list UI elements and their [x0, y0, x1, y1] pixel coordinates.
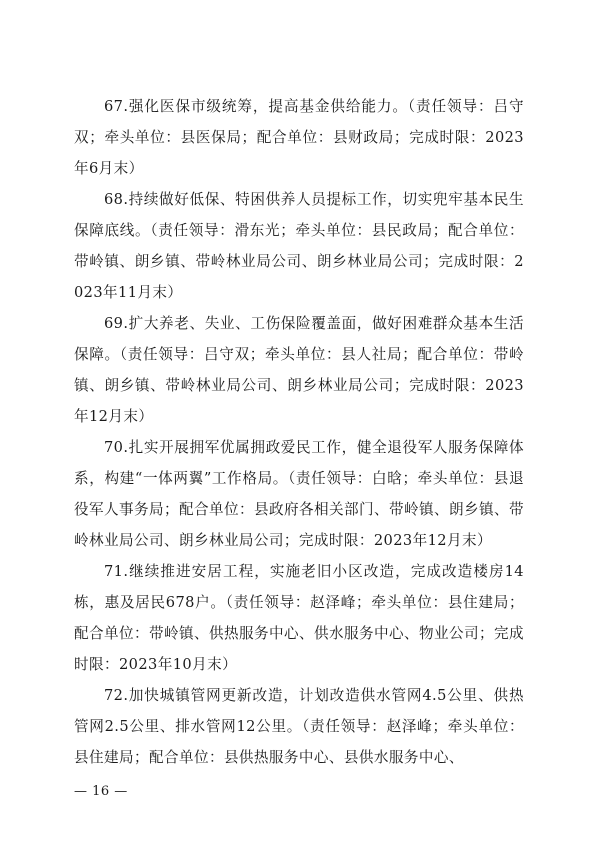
- task-item-67: 67.强化医保市级统筹，提高基金供给能力。（责任领导：吕守双；牵头单位：县医保局；配合单位：县财政局；完成时限：2023年6月末）: [74, 98, 524, 177]
- task-item-71: 71.继续推进安居工程，实施老旧小区改造，完成改造楼房14栋，惠及居民678户。（责任领导：赵泽峰；牵头单位：县住建局；配合单位：带岭镇、供热服务中心、供水服务中心、物业公司；完成时限：2023年10月末）: [74, 563, 524, 673]
- task-item-68: 68.持续做好低保、特困供养人员提标工作，切实兜牢基本民生保障底线。（责任领导：滑东光；牵头单位：县民政局；配合单位：带岭镇、朗乡镇、带岭林业局公司、朗乡林业局公司；完成时限：2023年11月末）: [74, 191, 524, 301]
- task-item-70: 70.扎实开展拥军优属拥政爱民工作，健全退役军人服务保障体系，构建“一体两翼”工作格局。（责任领导：白晗；牵头单位：县退役军人事务局；配合单位：县政府各相关部门、带岭镇、朗乡镇、带岭林业局公司、朗乡林业局公司；完成时限：2023年12月末）: [74, 439, 524, 549]
- page-number: — 16 —: [74, 784, 128, 799]
- document-body: [74, 91, 524, 773]
- task-item-69: 69.扩大养老、失业、工伤保险覆盖面，做好困难群众基本生活保障。（责任领导：吕守双；牵头单位：县人社局；配合单位：带岭镇、朗乡镇、带岭林业局公司、朗乡林业局公司；完成时限：2023年12月末）: [74, 315, 524, 425]
- task-item-72: 72.加快城镇管网更新改造，计划改造供水管网4.5公里、供热管网2.5公里、排水管网12公里。（责任领导：赵泽峰；牵头单位：县住建局；配合单位：县供热服务中心、县供水服务中心、: [74, 687, 524, 766]
